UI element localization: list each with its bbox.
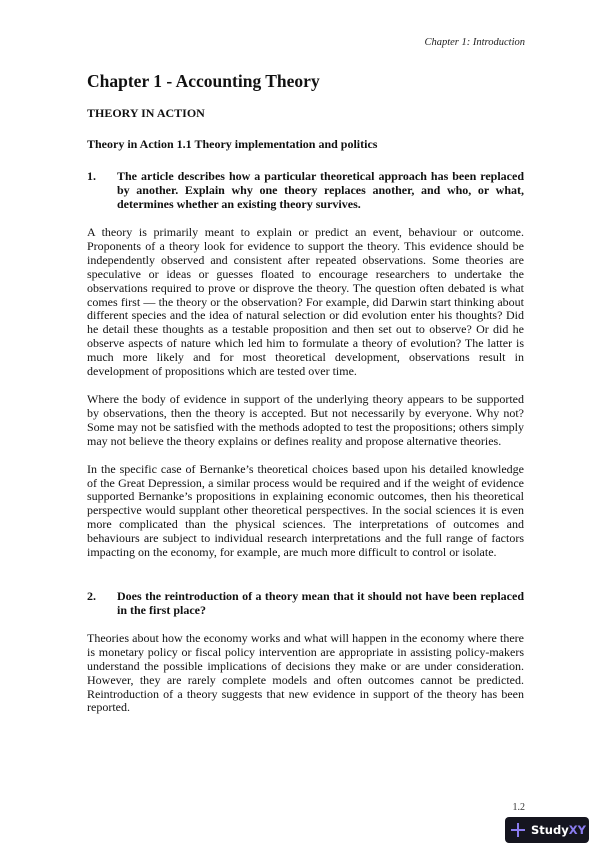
question-1 (87, 169, 524, 211)
question-text: Does the reintroduction of a theory mean that it should not have been replaced in the first place? (117, 588, 524, 617)
chapter-title: Chapter 1 - Accounting Theory (87, 71, 320, 91)
page-content (87, 70, 524, 729)
question-number: 1. (87, 169, 96, 183)
question-number: 2. (87, 588, 96, 603)
answer-paragraph: In the specific case of Bernanke’s theoretical choices based upon his detailed knowledge of the Great Depression, a similar process would be required and if the weight of evidence supported Bernanke’s propositions in explaining economic outcomes, then his theoretical perspective would supplant other theoretical perspectives. In the social sciences it is even more complicated than the physical sciences. The interpretations of outcomes and behaviours are subject to individual research interpretations and the full range of factors impacting on the economy, for example, are much more difficult to control or isolate. (87, 461, 524, 560)
plus-icon (511, 823, 525, 837)
question-text: The article describes how a particular theoretical approach has been replaced by another. Explain why one theory replaces another, and who, or what, determines whether an existing theory survives. (117, 169, 524, 211)
answer-paragraph: Theories about how the economy works and what will happen in the economy where there is monetary policy or fiscal policy intervention are appropriate in assisting policy-makers understand the possible implications of decisions they make or are under consideration. However, they are rarely complete models and often outcomes cannot be predicted. Reintroduction of a theory suggests that new evidence in support of the theory has been reported. (87, 630, 524, 715)
answer-paragraph: Where the body of evidence in support of the underlying theory appears to be supported by observations, then the theory is accepted. But not necessarily by everyone. Why not? Some may not be satisfied with the methods adopted to test the propositions; others simply may not believe the theory explains or defines reality and propose alternative theories. (87, 391, 524, 448)
subsection-heading: Theory in Action 1.1 Theory implementation and politics (87, 137, 378, 151)
running-header: Chapter 1: Introduction (424, 37, 525, 48)
studyxy-badge[interactable] (505, 817, 589, 843)
answer-paragraph: A theory is primarily meant to explain or predict an event, behaviour or outcome. Proponents of a theory look for evidence to support the theory. This evidence should be independently observed and consistent after repeated observations. Some theories are speculative or ideas or guesses floated to encourage researchers to undertake the observations required to prove or disprove the theory. The question often debated is what comes first — the theory or the observation? For example, did Darwin start thinking about different species and the idea of natural selection or did evolution enter his thoughts? Did he detail these thoughts as a testable proposition and then set out to observe? Or did he observe aspects of nature which led him to formulate a theory of evolution? The latter is much more likely and for most theoretical development, observations result in development of propositions which are tested over time. (87, 225, 524, 379)
brand-name-part-2: XY (568, 823, 586, 837)
page-number: 1.2 (512, 802, 525, 813)
section-heading: THEORY IN ACTION (87, 106, 205, 120)
question-2 (87, 589, 524, 617)
brand-name-part-1: Study (531, 823, 569, 837)
spacer (87, 574, 524, 589)
